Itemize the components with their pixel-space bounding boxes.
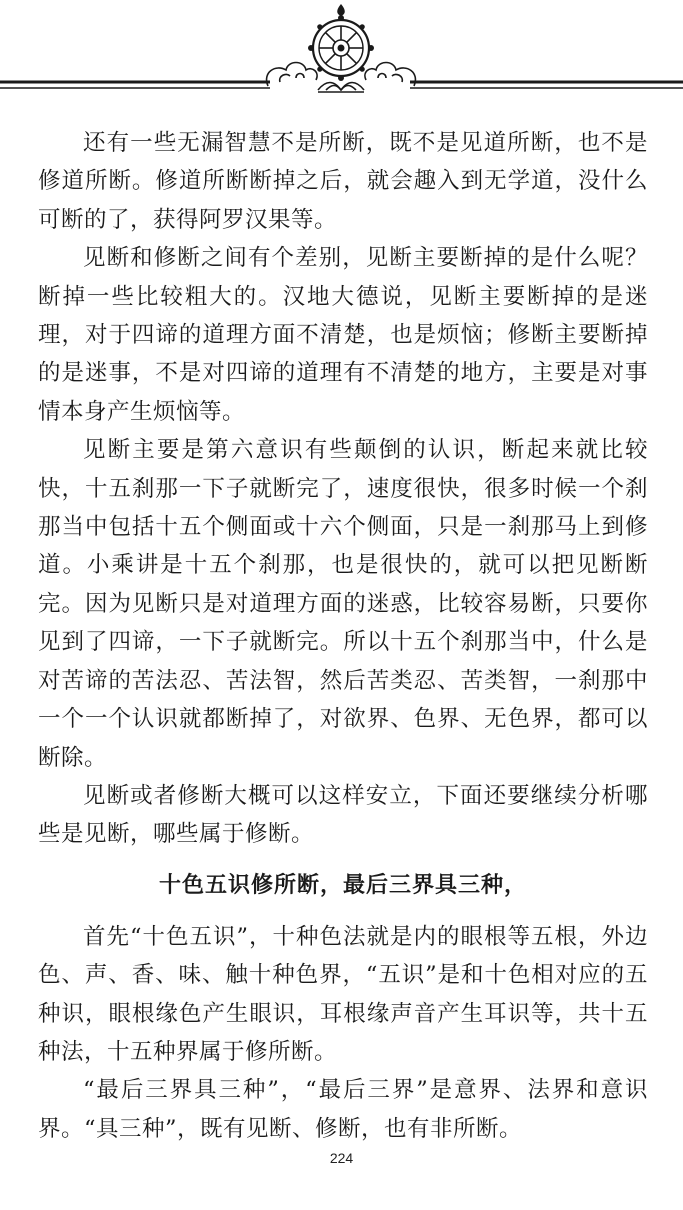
header-ornament — [0, 0, 683, 100]
dharma-wheel-icon — [308, 4, 374, 81]
paragraph: 还有一些无漏智慧不是所断，既不是见道所断，也不是修道所断。修道所断断掉之后，就会趣入到无学道，没什么可断的了，获得阿罗汉果等。 — [38, 130, 648, 233]
cloud-right-icon — [365, 63, 416, 87]
paragraph: 首先“十色五识”，十种色法就是内的眼根等五根，外边色、声、香、味、触十种色界，“五识”是和十色相对应的五种识，眼根缘色产生眼识，耳根缘声音产生耳识等，共十五种法，十五种界属于修所断。 — [38, 923, 648, 1065]
paragraph: 见断或者修断大概可以这样安立，下面还要继续分析哪些是见断，哪些属于修断。 — [38, 782, 648, 848]
page-body — [38, 124, 648, 1148]
page-header — [0, 0, 683, 100]
header-rule-right — [410, 82, 683, 88]
paragraph: 见断和修断之间有个差别，见断主要断掉的是什么呢？断掉一些比较粗大的。汉地大德说，见断主要断掉的是迷理，对于四谛的道理方面不清楚，也是烦恼；修断主要断掉的是迷事，不是对四谛的道理有不清楚的地方，主要是对事情本身产生烦恼等。 — [38, 245, 648, 425]
cloud-left-icon — [267, 63, 318, 87]
page-number: 224 — [329, 1150, 354, 1166]
verse-line: 十色五识修所断，最后三界具三种， — [158, 872, 527, 898]
header-rule-left — [0, 82, 270, 88]
paragraph: “最后三界具三种”，“最后三界”是意界、法界和意识界。“具三种”，既有见断、修断，也有非所断。 — [38, 1077, 648, 1142]
paragraph: 见断主要是第六意识有些颠倒的认识，断起来就比较快，十五刹那一下子就断完了，速度很快，很多时候一个刹那当中包括十五个侧面或十六个侧面，只是一刹那马上到修道。小乘讲是十五个刹那，也是很快的，就可以把见断断完。因为见断只是对道理方面的迷惑，比较容易断，只要你见到了四谛，一下子就断完。所以十五个刹那当中，什么是对苦谛的苦法忍、苦法智，然后苦类忍、苦类智，一刹那中一个一个认识就都断掉了，对欲界、色界、无色界，都可以断除。 — [38, 437, 648, 771]
lotus-base-icon — [318, 83, 364, 93]
